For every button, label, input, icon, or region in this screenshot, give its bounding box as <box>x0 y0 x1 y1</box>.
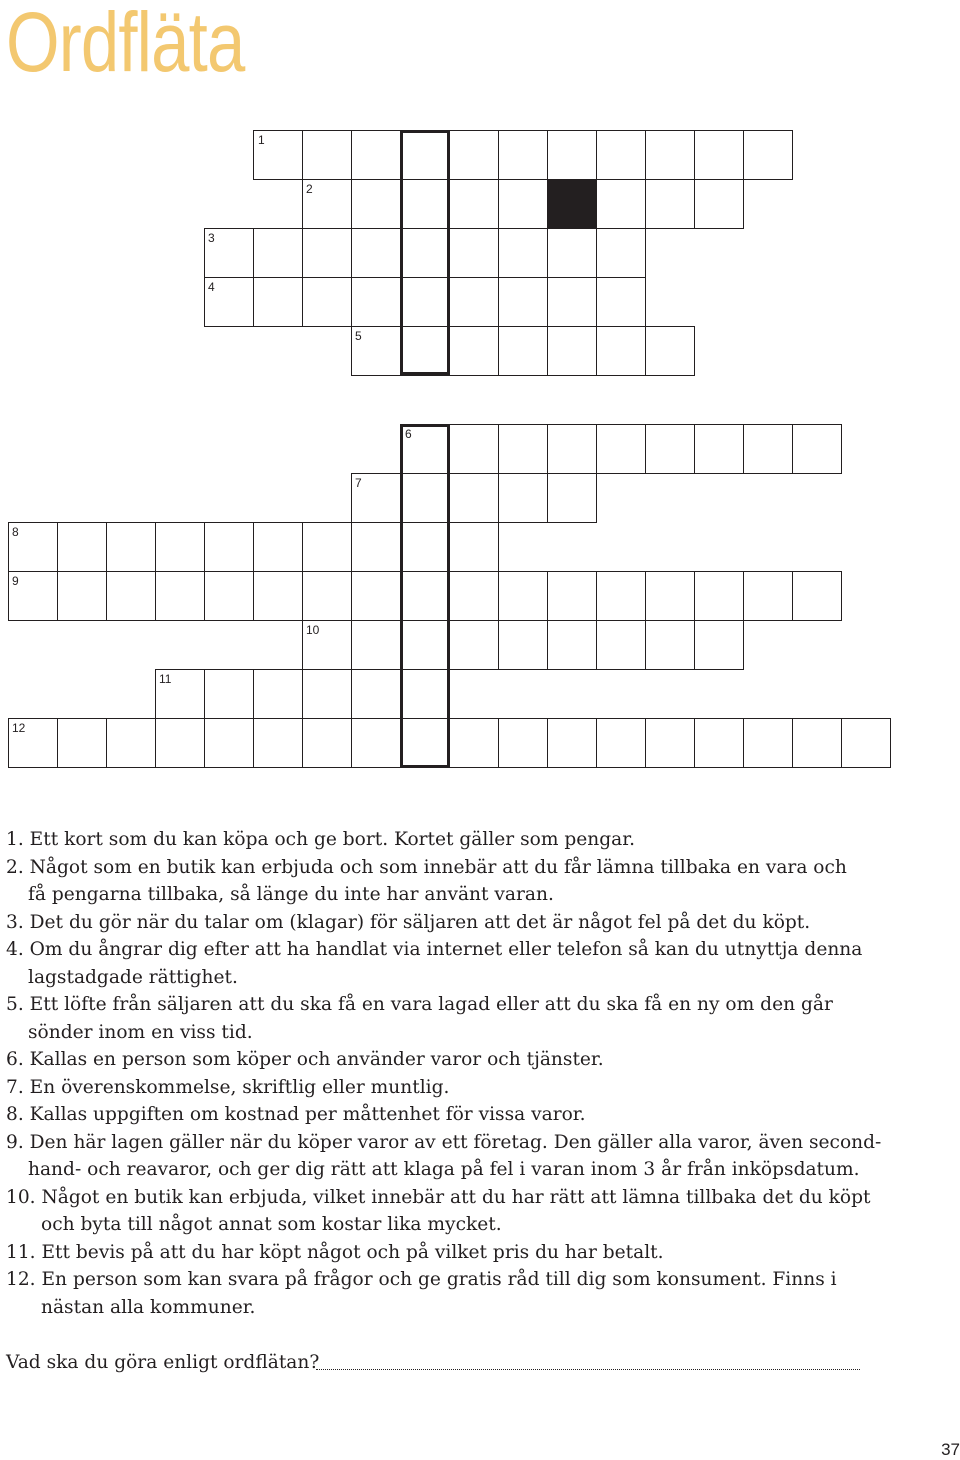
clue-item: 5. Ett löfte från säljaren att du ska få en vara lagad eller att du ska få en ny om den går sönder inom en viss tid. <box>6 994 833 1043</box>
clue-number-10: 10 <box>306 623 320 637</box>
grid-cell[interactable] <box>400 326 450 376</box>
grid-cell[interactable] <box>547 326 597 376</box>
grid-cell[interactable] <box>498 620 548 670</box>
grid-cell[interactable] <box>57 571 107 621</box>
clue-number-11: 11 <box>159 672 172 686</box>
grid-cell[interactable] <box>596 130 646 180</box>
grid-cell[interactable] <box>155 571 205 621</box>
grid-cell[interactable] <box>351 669 401 719</box>
grid-cell[interactable] <box>155 522 205 572</box>
grid-cell[interactable] <box>351 228 401 278</box>
grid-cell[interactable] <box>694 130 744 180</box>
grid-cell[interactable] <box>841 718 891 768</box>
grid-cell[interactable] <box>498 277 548 327</box>
grid-cell[interactable] <box>645 179 695 229</box>
grid-cell[interactable] <box>743 424 793 474</box>
clue-item: 2. Något som en butik kan erbjuda och som innebär att du får lämna tillbaka en vara och få pengarna tillbaka, så länge du inte har använt varan. <box>6 856 847 905</box>
grid-cell[interactable] <box>792 424 842 474</box>
grid-cell[interactable] <box>596 620 646 670</box>
grid-cell[interactable] <box>547 718 597 768</box>
grid-cell[interactable] <box>449 522 499 572</box>
clue-item: 8. Kallas uppgiften om kostnad per måttenhet för vissa varor. <box>6 1104 586 1125</box>
grid-cell[interactable] <box>155 718 205 768</box>
final-question: Vad ska du göra enligt ordflätan? <box>6 1352 320 1373</box>
grid-cell[interactable] <box>400 669 450 719</box>
clue-number-7: 7 <box>355 476 362 490</box>
grid-cell[interactable] <box>547 571 597 621</box>
grid-cell[interactable] <box>449 277 499 327</box>
grid-cell[interactable] <box>498 228 548 278</box>
grid-cell[interactable] <box>351 277 401 327</box>
clue-number-3: 3 <box>208 231 215 245</box>
grid-cell[interactable] <box>645 424 695 474</box>
page-number: 37 <box>941 1440 960 1459</box>
grid-cell[interactable] <box>645 620 695 670</box>
grid-cell[interactable] <box>694 179 744 229</box>
grid-cell[interactable] <box>253 277 303 327</box>
grid-cell[interactable] <box>253 522 303 572</box>
clue-item: 4. Om du ångrar dig efter att ha handlat via internet eller telefon så kan du utnyttja denna lagstadgade rättighet. <box>6 939 863 988</box>
grid-cell[interactable] <box>351 130 401 180</box>
grid-cell[interactable] <box>449 179 499 229</box>
grid-cell[interactable] <box>204 718 254 768</box>
clue-item: 9. Den här lagen gäller när du köper varor av ett företag. Den gäller alla varor, även second- hand- och reavaror, och ger dig rätt att klaga på fel i varan inom 3 år från inköpsdatum. <box>6 1131 882 1180</box>
grid-cell[interactable] <box>106 718 156 768</box>
grid-cell[interactable] <box>792 718 842 768</box>
grid-cell[interactable] <box>449 326 499 376</box>
grid-cell[interactable] <box>57 522 107 572</box>
grid-cell[interactable] <box>547 424 597 474</box>
grid-cell[interactable] <box>400 522 450 572</box>
grid-cell[interactable] <box>694 718 744 768</box>
grid-cell[interactable] <box>645 326 695 376</box>
grid-cell[interactable] <box>498 718 548 768</box>
grid-cell[interactable] <box>645 130 695 180</box>
grid-cell[interactable] <box>743 130 793 180</box>
clue-item: 3. Det du gör när du talar om (klagar) för säljaren att det är något fel på det du köpt. <box>6 911 811 933</box>
clue-number-8: 8 <box>12 525 19 539</box>
grid-cell[interactable] <box>498 130 548 180</box>
grid-cell[interactable] <box>596 424 646 474</box>
grid-cell[interactable] <box>596 179 646 229</box>
grid-cell[interactable] <box>204 522 254 572</box>
clue-number-12: 12 <box>12 721 26 735</box>
grid-cell[interactable] <box>400 571 450 621</box>
grid-cell[interactable] <box>547 228 597 278</box>
grid-cell[interactable] <box>400 179 450 229</box>
grid-cell[interactable] <box>253 718 303 768</box>
grid-cell[interactable] <box>400 473 450 523</box>
clue-number-6: 6 <box>405 427 412 441</box>
grid-cell[interactable] <box>498 326 548 376</box>
grid-cell[interactable] <box>596 571 646 621</box>
grid-cell[interactable] <box>351 571 401 621</box>
grid-cell[interactable] <box>547 130 597 180</box>
clue-item: 11. Ett bevis på att du har köpt något och på vilket pris du har betalt. <box>6 1241 664 1263</box>
grid-cell[interactable] <box>547 473 597 523</box>
grid-cell[interactable] <box>498 473 548 523</box>
grid-cell[interactable] <box>694 424 744 474</box>
grid-cell[interactable] <box>596 228 646 278</box>
clue-number-4: 4 <box>208 280 215 294</box>
grid-cell[interactable] <box>792 571 842 621</box>
grid-cell[interactable] <box>400 718 450 768</box>
grid-cell[interactable] <box>351 718 401 768</box>
grid-cell[interactable] <box>253 669 303 719</box>
grid-cell[interactable] <box>106 522 156 572</box>
grid-cell[interactable] <box>253 571 303 621</box>
grid-cell[interactable] <box>449 228 499 278</box>
grid-cell[interactable] <box>449 620 499 670</box>
grid-cell[interactable] <box>694 571 744 621</box>
grid-cell[interactable] <box>449 130 499 180</box>
grid-cell[interactable] <box>449 424 499 474</box>
answer-line[interactable] <box>316 1369 860 1370</box>
clue-number-9: 9 <box>12 574 19 588</box>
grid-cell[interactable] <box>106 571 156 621</box>
grid-cell[interactable] <box>351 522 401 572</box>
grid-cell[interactable] <box>743 718 793 768</box>
clue-number-5: 5 <box>355 329 362 343</box>
grid-cell[interactable] <box>645 718 695 768</box>
grid-cell[interactable] <box>547 620 597 670</box>
grid-cell[interactable] <box>302 277 352 327</box>
grid-cell[interactable] <box>302 130 352 180</box>
grid-cell[interactable] <box>57 718 107 768</box>
grid-cell[interactable] <box>302 228 352 278</box>
clue-number-1: 1 <box>258 133 265 147</box>
grid-cell[interactable] <box>645 571 695 621</box>
grid-cell[interactable] <box>449 571 499 621</box>
grid-cell[interactable] <box>449 473 499 523</box>
grid-cell[interactable] <box>400 277 450 327</box>
clue-item: 12. En person som kan svara på frågor och ge gratis råd till dig som konsument. Finns i nästan alla kommuner. <box>6 1269 837 1318</box>
page-title: Ordfläta <box>6 0 245 89</box>
grid-cell[interactable] <box>351 620 401 670</box>
clue-item: 7. En överenskommelse, skriftlig eller muntlig. <box>6 1076 450 1098</box>
grid-cell[interactable] <box>253 228 303 278</box>
grid-cell[interactable] <box>596 718 646 768</box>
grid-cell[interactable] <box>302 669 352 719</box>
grid-cell[interactable] <box>302 718 352 768</box>
clue-list <box>6 826 886 1321</box>
clue-item: 10. Något en butik kan erbjuda, vilket innebär att du har rätt att lämna tillbaka det du köpt och byta till något annat som kostar lika mycket. <box>6 1186 871 1235</box>
grid-cell[interactable] <box>596 326 646 376</box>
grid-cell[interactable] <box>596 277 646 327</box>
grid-cell[interactable] <box>204 669 254 719</box>
grid-cell[interactable] <box>302 571 352 621</box>
grid-cell[interactable] <box>449 718 499 768</box>
grid-cell[interactable] <box>743 571 793 621</box>
grid-cell[interactable] <box>204 571 254 621</box>
grid-cell[interactable] <box>498 179 548 229</box>
clue-number-2: 2 <box>306 182 313 196</box>
grid-cell[interactable] <box>498 424 548 474</box>
clue-item: 6. Kallas en person som köper och använder varor och tjänster. <box>6 1049 604 1070</box>
black-cell <box>547 179 597 229</box>
grid-cell[interactable] <box>400 620 450 670</box>
clue-item: 1. Ett kort som du kan köpa och ge bort. Kortet gäller som pengar. <box>6 829 635 850</box>
grid-cell[interactable] <box>351 179 401 229</box>
grid-cell[interactable] <box>694 620 744 670</box>
grid-cell[interactable] <box>400 228 450 278</box>
grid-cell[interactable] <box>547 277 597 327</box>
grid-cell[interactable] <box>400 130 450 180</box>
grid-cell[interactable] <box>498 571 548 621</box>
grid-cell[interactable] <box>302 522 352 572</box>
